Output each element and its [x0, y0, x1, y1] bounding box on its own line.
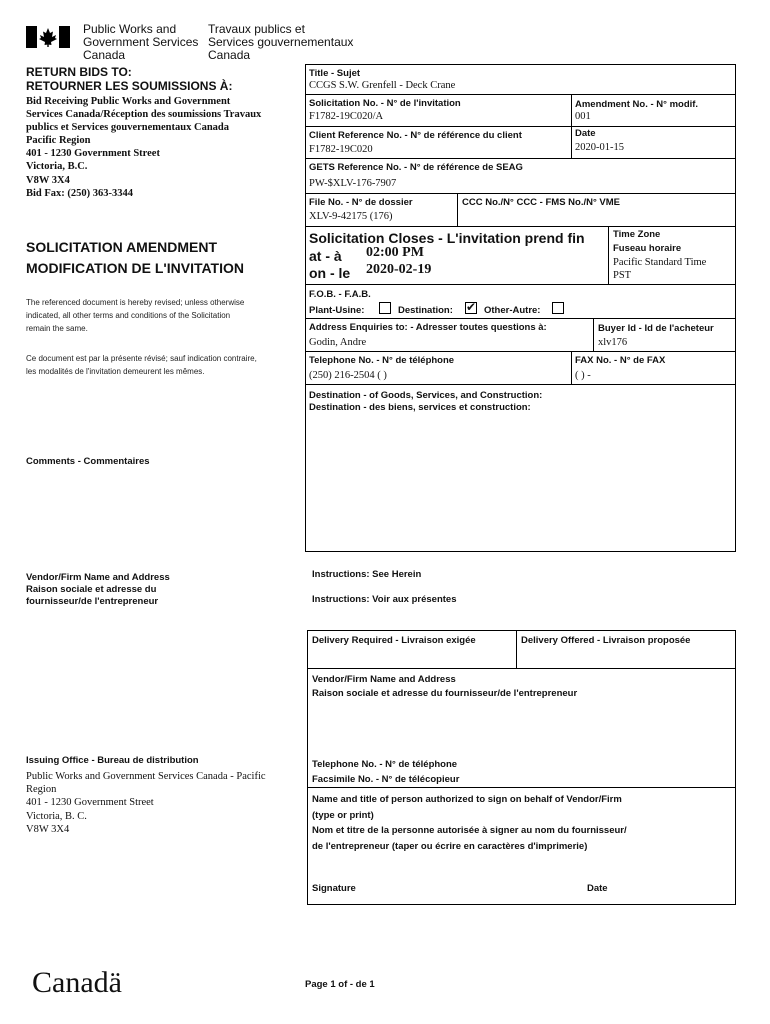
instructions-fr: Instructions: Voir aux présentes — [312, 594, 457, 605]
amendment-note-en: The referenced document is hereby revised; unless otherwise indicated, all other terms and conditions of the Solicitation remain the same. — [26, 298, 245, 333]
time-zone-value: Pacific Standard Time — [613, 257, 707, 268]
issuing-office-address: Public Works and Government Services Canada - Pacific Region 401 - 1230 Government Street Victoria, B. C. V8W 3X4 — [26, 771, 266, 835]
other-autre-checkbox[interactable] — [552, 302, 564, 314]
issuing-office-label: Issuing Office - Bureau de distribution — [26, 755, 199, 766]
destination-checkbox[interactable] — [465, 302, 477, 314]
ccc-no-label: CCC No./N° CCC - FMS No./N° VME — [462, 197, 621, 208]
vendor-firm-label: Vendor/Firm Name and Address Raison sociale et adresse du fournisseur/de l'entrepreneur — [26, 572, 170, 607]
address-enquiries-value: Godin, Andre — [309, 337, 367, 348]
return-bids-title: RETURN BIDS TO: RETOURNER LES SOUMISSIONS À: — [26, 65, 233, 93]
signature-date-label: Date — [587, 883, 608, 894]
gets-ref-label: GETS Reference No. - N° de référence de SEAG — [309, 162, 523, 173]
client-ref-value: F1782-19C020 — [309, 144, 373, 155]
vendor-name-label-fr: Raison sociale et adresse du fournisseur/de l'entrepreneur — [312, 688, 578, 699]
authorized-person-label: Name and title of person authorized to sign on behalf of Vendor/Firm (type or print) Nom et titre de la personne autorisée à signer au nom du fournisseur/ de l'entrepreneur (taper ou écrire en caractères d'imprimerie) — [312, 794, 627, 852]
return-bids-address: Bid Receiving Public Works and Government Services Canada/Réception des soumissions Travaux publics et Services gouvernementaux Canada Pacific Region 401 - 1230 Government Street Victoria, B.C. V8W 3X4 Bid Fax: (250) 363-3344 — [26, 96, 262, 199]
other-autre-label: Other-Autre: — [484, 305, 541, 316]
signature-label: Signature — [312, 883, 356, 894]
fax-label: FAX No. - N° de FAX — [575, 355, 666, 366]
file-no-value: XLV-9-42175 (176) — [309, 211, 393, 222]
buyer-id-label: Buyer Id - Id de l'acheteur — [598, 323, 714, 334]
at-label: at - à — [309, 248, 342, 264]
instructions-en: Instructions: See Herein — [312, 569, 422, 580]
delivery-required-label: Delivery Required - Livraison exigée — [312, 635, 476, 646]
destination-label: Destination: — [398, 305, 453, 316]
vendor-telephone-label: Telephone No. - N° de téléphone — [312, 759, 458, 770]
buyer-id-value: xlv176 — [598, 337, 628, 348]
gets-ref-value: PW-$XLV-176-7907 — [309, 178, 397, 189]
comments-label: Comments - Commentaires — [26, 456, 150, 467]
fax-value: ( ) - — [575, 370, 591, 381]
canada-wordmark: Canadä — [32, 966, 122, 999]
solicitation-no-value: F1782-19C020/A — [309, 111, 384, 122]
solicitation-closes-label: Solicitation Closes - L'invitation prend fin — [309, 230, 585, 246]
client-ref-label: Client Reference No. - N° de référence du client — [309, 130, 522, 141]
page-number: Page 1 of - de 1 — [305, 979, 375, 990]
time-zone-abbr: PST — [613, 270, 632, 281]
date-value: 2020-01-15 — [575, 142, 624, 153]
dept-name-fr: Travaux publics et Services gouvernementaux Canada — [208, 22, 354, 62]
dept-name-en: Public Works and Government Services Canada — [83, 22, 199, 62]
canada-flag-icon — [26, 26, 70, 48]
date-label: Date — [575, 128, 596, 139]
title-label: Title - Sujet — [309, 68, 361, 79]
file-no-label: File No. - N° de dossier — [309, 197, 413, 208]
amendment-title: SOLICITATION AMENDMENT MODIFICATION DE L'INVITATION — [26, 239, 244, 276]
check-mark-icon: ✔ — [466, 300, 477, 314]
amendment-no-label: Amendment No. - N° modif. — [575, 99, 699, 110]
telephone-value: (250) 216-2504 ( ) — [309, 370, 387, 381]
closing-time-value: 02:00 PM — [366, 245, 424, 260]
fuseau-label: Fuseau horaire — [613, 243, 682, 254]
title-value: CCGS S.W. Grenfell - Deck Crane — [309, 80, 456, 91]
telephone-label: Telephone No. - N° de téléphone — [309, 355, 455, 366]
plant-usine-label: Plant-Usine: — [309, 305, 365, 316]
delivery-offered-label: Delivery Offered - Livraison proposée — [521, 635, 691, 646]
plant-usine-checkbox[interactable] — [379, 302, 391, 314]
vendor-name-label-en: Vendor/Firm Name and Address — [312, 674, 456, 685]
solicitation-no-label: Solicitation No. - N° de l'invitation — [309, 98, 461, 109]
on-label: on - le — [309, 265, 351, 281]
time-zone-label: Time Zone — [613, 229, 661, 240]
address-enquiries-label: Address Enquiries to: - Adresser toutes questions à: — [309, 322, 547, 333]
amendment-note-fr: Ce document est par la présente révisé; sauf indication contraire, les modalités de l'invitation demeurent les mêmes. — [26, 354, 257, 376]
amendment-no-value: 001 — [575, 111, 591, 122]
vendor-facsimile-label: Facsimile No. - N° de télécopieur — [312, 774, 460, 785]
closing-date-value: 2020-02-19 — [366, 262, 432, 277]
fob-label: F.O.B. - F.A.B. — [309, 289, 371, 300]
destination-goods-en: Destination - of Goods, Services, and Construction: — [309, 390, 543, 401]
destination-goods-fr: Destination - des biens, services et construction: — [309, 402, 531, 413]
